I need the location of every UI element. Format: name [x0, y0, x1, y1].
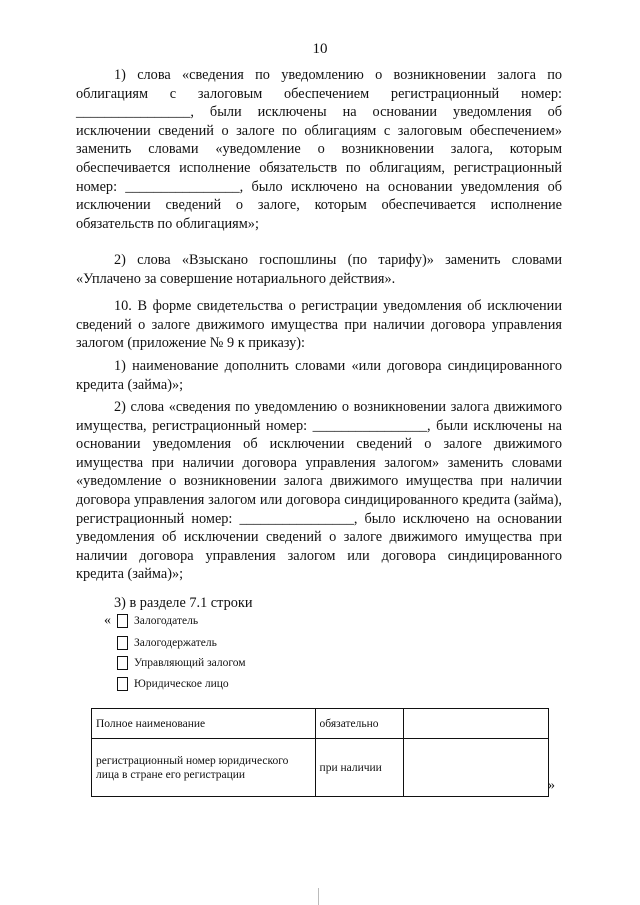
checkbox-square — [117, 636, 128, 650]
close-quote: » — [548, 778, 555, 793]
checkbox-label: Юридическое лицо — [134, 678, 229, 690]
table-cell — [404, 709, 549, 739]
checkbox-square — [117, 656, 128, 670]
table-cell: регистрационный номер юридического лица в стране его регистрации — [92, 739, 316, 797]
checkbox-label: Залогодержатель — [134, 637, 217, 649]
paragraph-section-10: 10. В форме свидетельства о регистрации уведомления об исключении сведений о залоге движимого имущества при наличии договора управления залогом (приложение № 9 к приказу): — [76, 298, 562, 352]
paragraph-item-1b: 1) наименование дополнить словами «или договора синдицированного кредита (займа)»; — [76, 358, 562, 393]
page-number: 10 — [312, 41, 328, 57]
paragraph-item-3: 3) в разделе 7.1 строки — [114, 595, 253, 611]
page-fold-mark — [318, 888, 319, 905]
checkbox-label: Залогодатель — [134, 615, 199, 627]
checkbox-square — [117, 614, 128, 628]
table-cell — [404, 739, 549, 797]
table-cell: обязательно — [315, 709, 404, 739]
checkbox-square — [117, 677, 128, 691]
paragraph-item-2b: 2) слова «сведения по уведомлению о возникновении залога движимого имущества, регистрационный номер: ________________, были исключены на основании уведомления об исключении сведений о залоге движимого имущества при наличии договора управления залогом» заменить словами «уведомление о возникновении залога движимого имущества при наличии договора управления залогом или договора синдицированного кредита (займа), регистрационный номер: ________________, было исключено на основании уведомления об исключении сведений о залоге движимого имущества при наличии договора управления залогом или договора синдицированного кредита (займа)»; — [76, 399, 562, 583]
table-cell: Полное наименование — [92, 709, 316, 739]
table-cell: при наличии — [315, 739, 404, 797]
checkbox-label: Управляющий залогом — [134, 657, 246, 669]
section-7-1-table — [91, 708, 549, 797]
open-quote: « — [104, 613, 111, 628]
table-row — [92, 739, 549, 797]
paragraph-item-2: 2) слова «Взыскано госпошлины (по тарифу)» заменить словами «Уплачено за совершение нотариального действия». — [76, 252, 562, 287]
table-row — [92, 709, 549, 739]
paragraph-item-1: 1) слова «сведения по уведомлению о возникновении залога по облигациям с залоговым обеспечением регистрационный номер: ________________, были исключены на основании уведомления об исключении сведений о залоге по облигациям с залоговым обеспечением» заменить словами «уведомление о возникновении залога, которым обеспечивается исполнение обязательств по облигациям, регистрационный номер: ________________, было исключено на основании уведомления об исключении сведений о залоге, которым обеспечивается исполнение обязательств по облигациям»; — [76, 67, 562, 232]
